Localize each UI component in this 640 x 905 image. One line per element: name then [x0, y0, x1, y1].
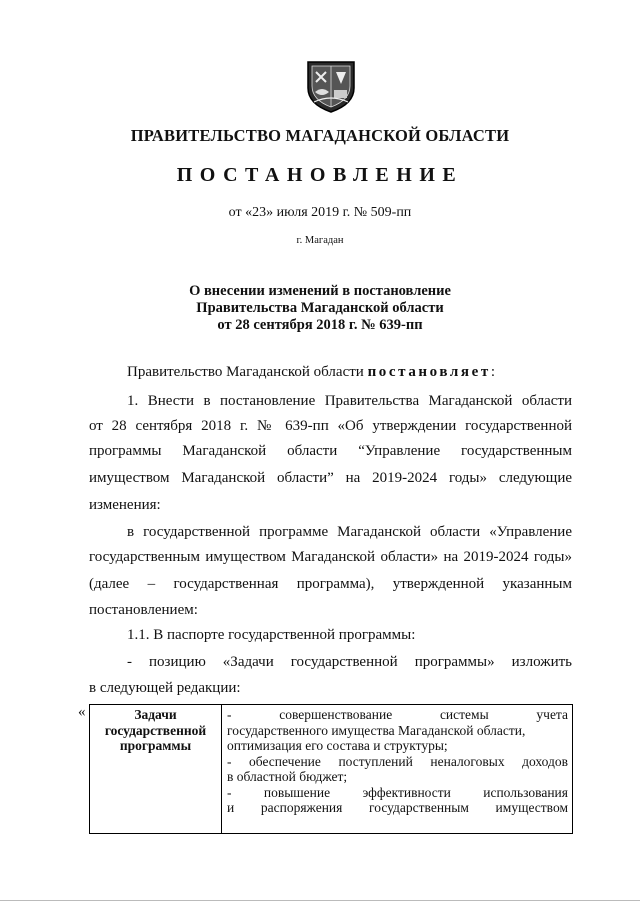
- content-cell-line: в областной бюджет;: [227, 769, 348, 784]
- header-cell-line: программы: [119, 738, 192, 753]
- paragraph-1-line: имуществом Магаданской области” на 2019-2024 годы» следующие: [89, 470, 572, 486]
- paragraph-4-line: в следующей редакции:: [89, 680, 241, 696]
- content-cell-line: государственного имущества Магаданской области,: [227, 722, 526, 738]
- paragraph-2-line: в государственной программе Магаданской области «Управление: [127, 524, 572, 540]
- paragraph-2-line: (далее – государственная программа), утвержденной указанным: [89, 576, 572, 592]
- coat-of-arms-icon: [302, 58, 360, 114]
- preamble-verb: постановляет: [367, 364, 491, 380]
- preamble-text: Правительство Магаданской области: [127, 364, 368, 380]
- document-city: г. Магадан: [296, 235, 344, 246]
- paragraph-3: 1.1. В паспорте государственной программы:: [127, 627, 416, 643]
- subject-line: О внесении изменений в постановление: [189, 283, 451, 299]
- table-column-divider: [221, 705, 222, 833]
- table-header-cell: [90, 707, 221, 754]
- document-subject: [0, 283, 640, 334]
- opening-quote: «: [78, 704, 86, 720]
- paragraph-2-line: государственным имуществом Магаданской области» на 2019-2024 годы»: [89, 549, 572, 565]
- program-tasks-table: [89, 704, 573, 834]
- document-date-number: от «23» июля 2019 г. № 509-пп: [228, 205, 412, 220]
- paragraph-1-line: программы Магаданской области “Управление государственным: [89, 443, 572, 459]
- content-cell-line: - совершенствование системы учета: [227, 707, 568, 722]
- resolution-preamble: [127, 364, 495, 381]
- subject-line: Правительства Магаданской области: [196, 300, 444, 316]
- table-content-cell: [227, 707, 568, 816]
- content-cell-line: - обеспечение поступлений неналоговых доходов: [227, 753, 568, 769]
- content-cell-line: и распоряжения государственным имуществом: [227, 800, 568, 815]
- header-cell-line: Задачи: [134, 707, 177, 722]
- paragraph-1-line: изменения:: [89, 497, 161, 513]
- paragraph-1-line: от 28 сентября 2018 г. № 639-пп «Об утверждении государственной: [89, 418, 572, 434]
- subject-line: от 28 сентября 2018 г. № 639-пп: [217, 317, 423, 333]
- paragraph-2-line: постановлением:: [89, 602, 198, 618]
- government-title: ПРАВИТЕЛЬСТВО МАГАДАНСКОЙ ОБЛАСТИ: [130, 126, 510, 145]
- preamble-colon: :: [490, 364, 496, 380]
- paragraph-1-line: 1. Внести в постановление Правительства Магаданской области: [127, 393, 572, 409]
- document-type: ПОСТАНОВЛЕНИЕ: [176, 164, 464, 186]
- page-bottom-edge: [0, 900, 640, 901]
- paragraph-4-line: - позицию «Задачи государственной программы» изложить: [127, 654, 572, 670]
- header-cell-line: государственной: [104, 722, 207, 738]
- content-cell-line: оптимизация его состава и структуры;: [227, 738, 448, 753]
- content-cell-line: - повышение эффективности использования: [227, 784, 568, 800]
